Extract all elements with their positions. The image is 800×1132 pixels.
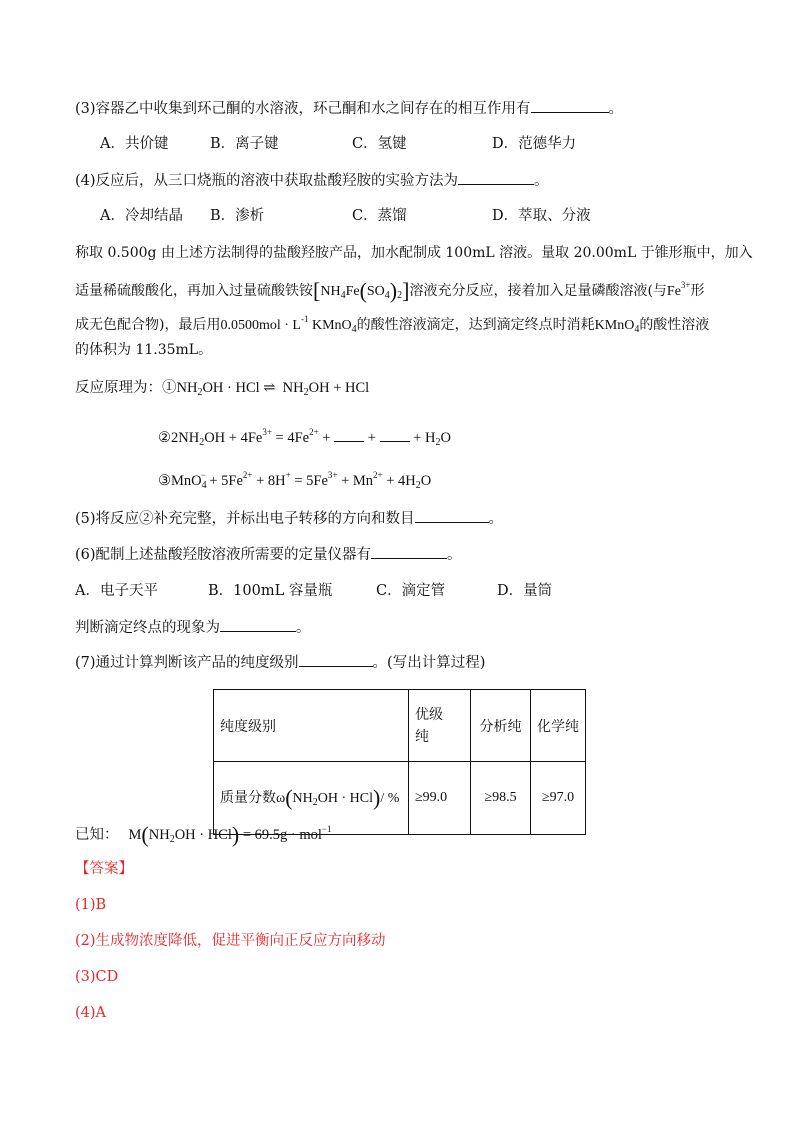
option-c: C．蒸馏 [352,208,407,224]
question-7: (7)通过计算判断该产品的纯度级别 。(写出计算过程) [75,652,485,673]
option-b: B．渗析 [210,208,265,224]
answer-blank [220,617,296,632]
table-row-label: 质量分数$\omega(NH_2OH \cdot HCl)/$ % [214,762,409,835]
known-molar-mass: 已知： $M(NH_2OH \cdot HCl) = 69.5g \cdot mol^{-1}$ [75,822,332,847]
paragraph-line-1: 称取 0.500g 由上述方法制得的盐酸羟胺产品，加水配制成 100mL 溶液。量取 20.00mL 于锥形瓶中，加入 [75,245,753,261]
answer-blank [458,170,534,185]
option-a: A．冷却结晶 [100,208,183,224]
table-cell: ≥98.5 [471,762,531,835]
option-a: A．电子天平 [75,583,158,599]
reaction-3: ③MnO$_4$− + $5Fe^{2+} + 8H^+ = 5Fe^{3+} + Mn^{2+} + 4H_2O$ [158,470,432,491]
formula-nh4fe-so4: $[NH_4Fe(SO_4)_2]$ [313,278,410,303]
question-3: (3)容器乙中收集到环己酮的水溶液，环己酮和水之间存在的相互作用有 。 [75,98,623,119]
answer-blank [415,508,489,523]
equation-3: $MnO_4^- + 5Fe^{2+} + 8H^+ = 5Fe^{3+} + Mn^{2+} + 4H_2O$ [171,470,432,491]
paragraph-line-4: 的体积为 11.35mL。 [75,342,213,358]
option-a: A．共价键 [100,136,169,152]
answer-blank [531,98,609,113]
formula-fe3: $Fe^{3+}$ [666,280,691,299]
answer-title: 【答案】 [75,861,133,877]
answer-3: (3)CD [75,969,119,985]
paragraph-line-3: 成无色配合物)，最后用$0.0500mol \cdot L^{-1}$ KMnO$_4$的酸性溶液滴定，达到滴定终点时消耗KMnO$_4$的酸性溶液 [75,314,710,335]
formula-mass-fraction: $\omega(NH_2OH \cdot HCl)/$ % [276,785,400,810]
judge-endpoint: 判断滴定终点的现象为 。 [75,617,311,638]
option-c: C．滴定管 [376,583,446,599]
answer-blank [299,652,373,667]
equation-1: $NH_2OH$ · HCl ⇌ $NH_2OH$ + HCl [176,380,370,398]
table-header: 纯度级别 [214,690,409,762]
table-header: 优级 纯 [409,690,471,762]
table-header-row [214,690,586,762]
formula-kmno4: KMnO$_4$ [594,318,640,335]
answer-2: (2)生成物浓度降低，促进平衡向正反应方向移动 [75,933,386,949]
table-cell: ≥99.0 [409,762,471,835]
reaction-1: 反应原理为：$①NH_2OH$ · HCl ⇌ $NH_2OH$ + HCl [75,380,370,398]
option-c: C．氢键 [352,136,407,152]
answer-1: (1)B [75,897,107,913]
question-6: (6)配制上述盐酸羟胺溶液所需要的定量仪器有 。 [75,544,462,565]
option-b: B．100mL 容量瓶 [208,583,333,599]
question-5: (5)将反应②补充完整，并标出电子转移的方向和数目 。 [75,508,503,529]
question-4: (4)反应后，从三口烧瓶的溶液中获取盐酸羟胺的实验方法为 。 [75,170,549,191]
option-d: D．萃取、分液 [492,208,591,224]
table-header: 分析纯 [471,690,531,762]
answer-4: (4)A [75,1005,107,1021]
equation-2: $2NH_2OH + 4Fe^{3+} = 4Fe^{2+}$ + + + $H_2O$ [171,427,451,448]
purity-table [213,689,586,835]
option-b: B．离子键 [210,136,279,152]
paragraph-line-2: 适量稀硫酸酸化，再加入过量硫酸铁铵$[NH_4Fe(SO_4)_2]$溶液充分反应，接着加入足量磷酸溶液(与$Fe^{3+}$形 [75,278,705,303]
reaction-2: $②2NH_2OH + 4Fe^{3+} = 4Fe^{2+}$ + + + $H_2O$ [158,427,451,448]
formula-concentration: $0.0500mol \cdot L^{-1}$ KMnO$_4$ [220,314,357,335]
table-header: 化学纯 [531,690,586,762]
answer-blank [371,544,447,559]
option-d: D．范德华力 [492,136,577,152]
formula-molar-mass: $M(NH_2OH \cdot HCl) = 69.5g \cdot mol^{-1}$ [128,822,332,847]
option-d: D．量筒 [497,583,553,599]
table-cell: ≥97.0 [531,762,586,835]
